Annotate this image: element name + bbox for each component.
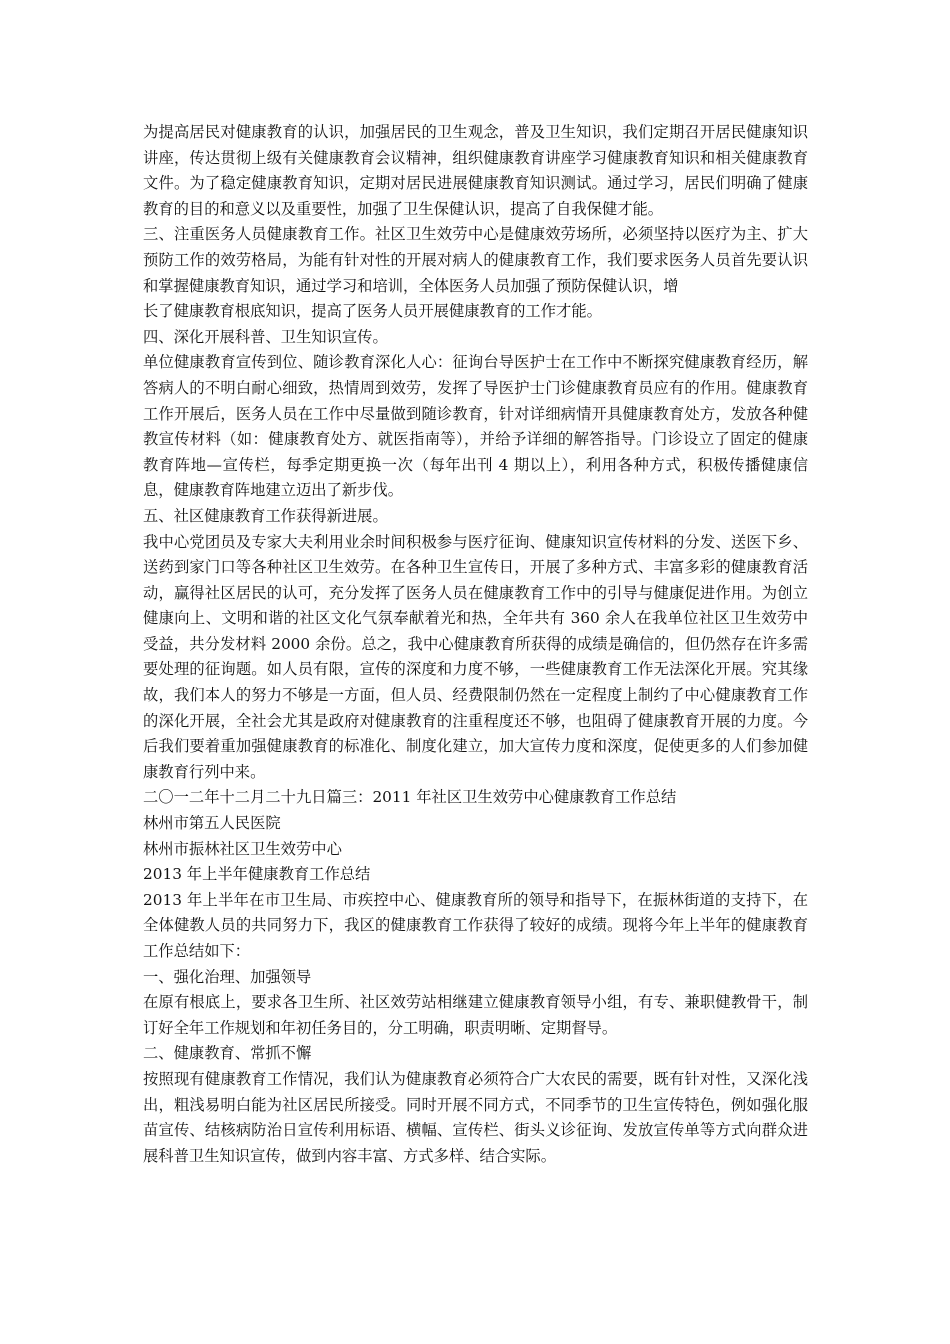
paragraph-section-4-body: 单位健康教育宣传到位、随诊教育深化人心：征询台导医护士在工作中不断探究健康教育经历，解答病人的不明白耐心细致，热情周到效劳，发挥了导医护士门诊健康教育员应有的作用。健康教育工作开展后，医务人员在工作中尽量做到随诊教育，针对详细病情开具健康教育处方，发放各种健教宣传材料（如：健康教育处方、就医指南等），并给予详细的解答指导。门诊设立了固定的健康教育阵地—宣传栏，每季定期更换一次（每年出刊 4 期以上），利用各种方式，积极传播健康信息，健康教育阵地建立迈出了新步伐。: [143, 353, 808, 500]
paragraph-hospital-name: 林州市第五人民医院: [143, 814, 281, 833]
paragraph-section-3-continued: 长了健康教育根底知识，提高了医务人员开展健康教育的工作才能。: [143, 302, 602, 321]
paragraph-report-intro: 2013 年上半年在市卫生局、市疾控中心、健康教育所的领导和指导下，在振林街道的支持下，在全体健教人员的共同努力下，我区的健康教育工作获得了较好的成绩。现将今年上半年的健康教育工作总结如下：: [143, 890, 808, 960]
paragraph-section-4-heading: 四、深化开展科普、卫生知识宣传。: [143, 327, 388, 346]
paragraph-intro: 为提高居民对健康教育的认识，加强居民的卫生观念，普及卫生知识，我们定期召开居民健康知识讲座，传达贯彻上级有关健康教育会议精神，组织健康教育讲座学习健康教育知识和相关健康教育文件。为了稳定健康教育知识，定期对居民进展健康教育知识测试。通过学习，居民们明确了健康教育的目的和意义以及重要性，加强了卫生保健认识，提高了自我保健才能。: [143, 123, 808, 218]
paragraph-center-name: 林州市振林社区卫生效劳中心: [143, 839, 342, 858]
paragraph-item-2-heading: 二、健康教育、常抓不懈: [143, 1044, 312, 1063]
paragraph-item-1-heading: 一、强化治理、加强领导: [143, 967, 312, 986]
paragraph-section-5-body: 我中心党团员及专家大夫利用业余时间积极参与医疗征询、健康知识宣传材料的分发、送医下乡、送药到家门口等各种社区卫生效劳。在各种卫生宣传日，开展了多种方式、丰富多彩的健康教育活动，赢得社区居民的认可，充分发挥了医务人员在健康教育工作中的引导与健康促进作用。为创立健康向上、文明和谐的社区文化气氛奉献着光和热，全年共有 360 余人在我单位社区卫生效劳中受益，共分发材料 2000 余份。总之，我中心健康教育所获得的成绩是确信的，但仍然存在许多需要处理的征询题。如人员有限，宣传的深度和力度不够，一些健康教育工作无法深化开展。究其缘故，我们本人的努力不够是一方面，但人员、经费限制仍然在一定程度上制约了中心健康教育工作的深化开展，全社会尤其是政府对健康教育的注重程度还不够，也阻碍了健康教育开展的力度。今后我们要着重加强健康教育的标准化、制度化建立，加大宣传力度和深度，促使更多的人们参加健康教育行列中来。: [143, 532, 808, 781]
paragraph-item-1-body: 在原有根底上，要求各卫生所、社区效劳站相继建立健康教育领导小组，有专、兼职健教骨干，制订好全年工作规划和年初任务目的，分工明确，职责明晰、定期督导。: [143, 993, 808, 1037]
paragraph-date-and-title: 二〇一二年十二月二十九日篇三：2011 年社区卫生效劳中心健康教育工作总结: [143, 788, 677, 807]
paragraph-section-5-heading: 五、社区健康教育工作获得新进展。: [143, 506, 388, 525]
paragraph-item-2-body: 按照现有健康教育工作情况，我们认为健康教育必须符合广大农民的需要，既有针对性，又深化浅出，粗浅易明白能为社区居民所接受。同时开展不同方式，不同季节的卫生宣传特色，例如强化服苗宣传、结核病防治日宣传利用标语、横幅、宣传栏、街头义诊征询、发放宣传单等方式向群众进展科普卫生知识宣传，做到内容丰富、方式多样、结合实际。: [143, 1069, 808, 1165]
paragraph-section-3-heading: 三、注重医务人员健康教育工作。社区卫生效劳中心是健康效劳场所，必须坚持以医疗为主、扩大预防工作的效劳格局，为能有针对性的开展对病人的健康教育工作，我们要求医务人员首先要认识和掌握健康教育知识，通过学习和培训，全体医务人员加强了预防保健认识，增: [143, 225, 808, 295]
paragraph-report-title: 2013 年上半年健康教育工作总结: [143, 865, 371, 884]
document-page: [143, 120, 808, 1169]
